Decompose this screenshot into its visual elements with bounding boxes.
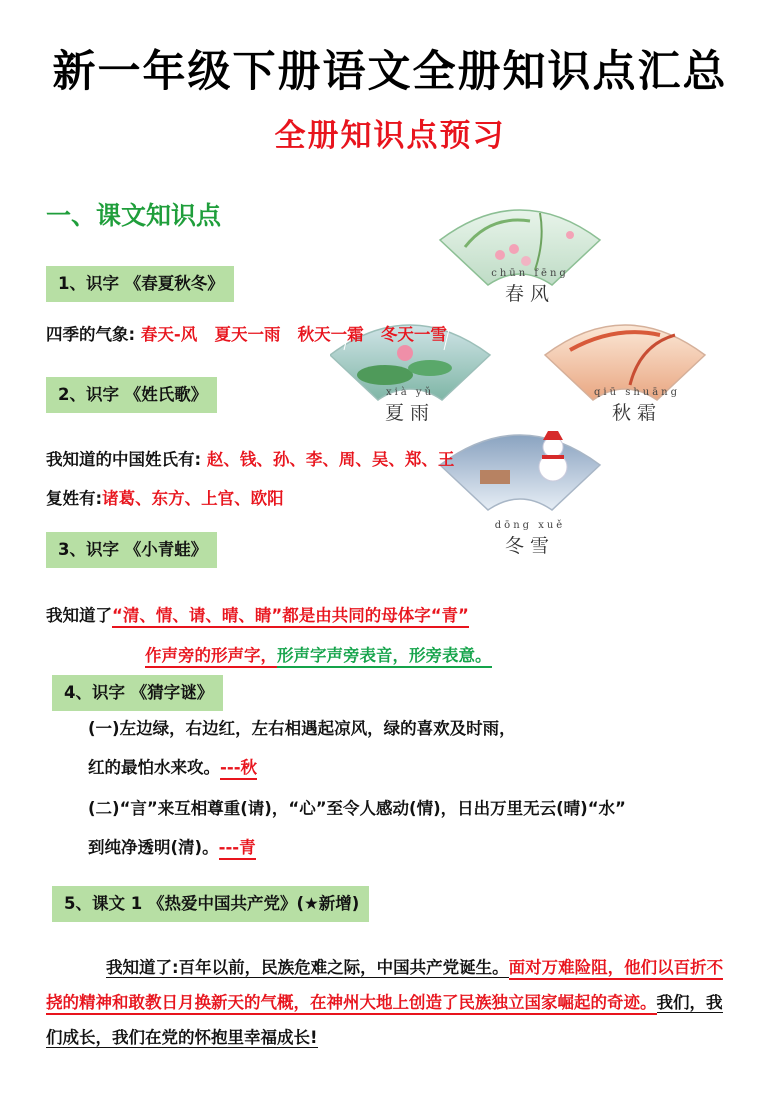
lesson-3-heading: 3、识字 《小青蛙》 xyxy=(46,532,217,568)
fan-label-autumn: qiū shuāng 秋霜 xyxy=(593,387,681,424)
lesson-2-heading: 2、识字 《姓氏歌》 xyxy=(46,377,217,413)
seasons-fan-illustration xyxy=(330,185,750,565)
lesson-1-line: 四季的气象: 春天-风 夏天一雨 秋天一霜 冬天一雪 xyxy=(46,325,447,344)
section-heading: 一、课文知识点 xyxy=(46,201,222,230)
winter-fan xyxy=(440,431,600,510)
riddle-2-line-2: 到纯净透明(清)。---青 xyxy=(88,834,256,858)
riddle-1-line-2: 红的最怕水来攻。---秋 xyxy=(88,754,257,778)
lesson-1-heading: 1、识字 《春夏秋冬》 xyxy=(46,266,234,302)
lesson-4-heading: 4、识字 《猜字谜》 xyxy=(52,675,223,711)
lesson-2-compound-surnames: 复姓有:诸葛、东方、上官、欧阳 xyxy=(46,489,284,508)
lesson-5-heading: 5、课文 1 《热爱中国共产党》(★新增) xyxy=(52,886,369,922)
lesson-2-surnames: 我知道的中国姓氏有: 赵、钱、孙、李、周、吴、郑、王 xyxy=(46,450,455,469)
page-subtitle: 全册知识点预习 xyxy=(274,118,506,154)
riddle-1-line-1: (一)左边绿，右边红，左右相遇起凉风，绿的喜欢及时雨， xyxy=(88,719,516,738)
riddle-2-line-1: (二)“言”来互相尊重(请)，“心”至令人感动(情)，日出万里无云(晴)“水” xyxy=(88,799,626,818)
fan-label-winter: dōng xuě 冬雪 xyxy=(494,520,566,557)
fan-label-spring: chūn fēng 春风 xyxy=(491,268,569,305)
lesson-3-line-2: 作声旁的形声字，形声字声旁表音，形旁表意。 xyxy=(145,642,492,666)
page-title: 新一年级下册语文全册知识点汇总 xyxy=(52,47,728,97)
lesson-5-paragraph: 我知道了:百年以前，民族危难之际，中国共产党诞生。面对万难险阻，他们以百折不挠的精神和敢教日月换新天的气概，在神州大地上创造了民族独立国家崛起的奇迹。我们，我们成长，我们在党的怀抱里幸福成长! xyxy=(46,958,724,1047)
fan-label-summer: xià yǔ 夏雨 xyxy=(384,387,435,424)
lesson-3-line-1: 我知道了“清、情、请、晴、睛”都是由共同的母体字“青” xyxy=(46,602,469,626)
